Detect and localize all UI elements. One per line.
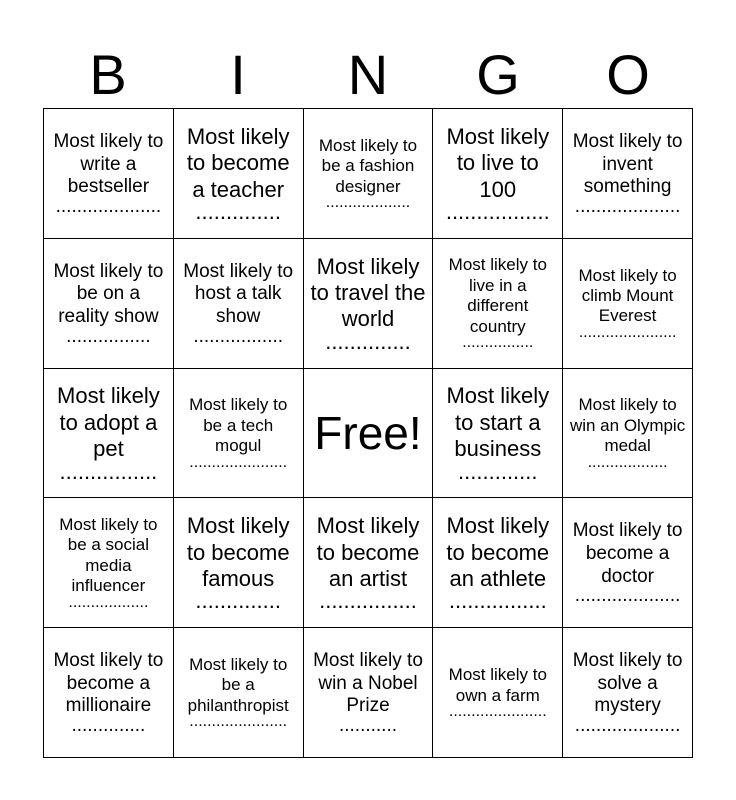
bingo-cell[interactable] [44, 239, 174, 369]
bingo-cell[interactable] [433, 498, 563, 628]
bingo-cell[interactable] [563, 628, 693, 758]
cell-dots: .................... [55, 196, 162, 218]
cell-text: Most likely to be a philanthropist [187, 655, 289, 715]
cell-dots: .................... [574, 715, 681, 737]
free-space-label: Free! [314, 406, 422, 459]
cell-text: Most likely to be on a reality show [53, 260, 164, 328]
bingo-cell[interactable] [174, 369, 304, 499]
cell-dots: .................... [574, 196, 681, 218]
cell-dots: ...................... [189, 453, 288, 471]
bingo-cell[interactable] [433, 239, 563, 369]
bingo-cell[interactable] [174, 498, 304, 628]
bingo-cell[interactable] [44, 498, 174, 628]
header-letter-n: N [347, 43, 389, 106]
bingo-cell[interactable] [304, 109, 434, 239]
cell-dots: ...................... [578, 323, 677, 341]
bingo-cell[interactable] [174, 628, 304, 758]
bingo-cell[interactable] [433, 369, 563, 499]
bingo-cell[interactable] [563, 109, 693, 239]
bingo-cell[interactable] [44, 109, 174, 239]
cell-dots: .................... [574, 585, 681, 607]
cell-text: Most likely to become a teacher [186, 123, 290, 202]
free-space-cell[interactable] [304, 369, 434, 499]
bingo-cell[interactable] [304, 498, 434, 628]
cell-dots: .............. [71, 715, 146, 737]
cell-dots: ................... [325, 193, 411, 211]
cell-text: Most likely to become an artist [316, 513, 420, 591]
cell-dots: ................ [448, 588, 547, 614]
cell-dots: ...................... [448, 702, 547, 720]
bingo-cell[interactable] [174, 109, 304, 239]
cell-text: Most likely to host a talk show [183, 260, 294, 328]
bingo-cell[interactable] [433, 109, 563, 239]
cell-text: Most likely to become an athlete [446, 513, 550, 591]
cell-text: Most likely to invent something [572, 130, 683, 198]
cell-dots: .............. [325, 328, 411, 354]
header-letter-g: G [476, 43, 520, 106]
cell-dots: ................ [66, 325, 151, 347]
header-letter-i: I [230, 43, 246, 106]
cell-text: Most likely to live to 100 [446, 123, 550, 202]
cell-text: Most likely to start a business [446, 383, 550, 462]
cell-text: Most likely to write a bestseller [53, 130, 164, 198]
cell-text: Most likely to win a Nobel Prize [313, 649, 423, 717]
bingo-cell[interactable] [433, 628, 563, 758]
cell-text: Most likely to win an Olympic medal [569, 395, 686, 456]
cell-dots: ................. [193, 325, 284, 347]
cell-dots: .................. [68, 593, 149, 611]
cell-dots: ................ [319, 588, 417, 614]
bingo-cell[interactable] [304, 628, 434, 758]
bingo-cell[interactable] [44, 369, 174, 499]
cell-text: Most likely to adopt a pet [57, 383, 160, 462]
bingo-cell[interactable] [563, 498, 693, 628]
header-letter-o: O [606, 43, 650, 106]
cell-text: Most likely to become a doctor [572, 520, 683, 587]
cell-text: Most likely to live in a different country [448, 255, 547, 336]
cell-dots: ........... [338, 715, 398, 737]
cell-text: Most likely to be a social media influencer [59, 515, 158, 596]
cell-text: Most likely to travel the world [310, 253, 426, 332]
header-letter-b: B [89, 43, 127, 106]
cell-dots: .................. [587, 453, 668, 471]
cell-dots: ................. [445, 198, 550, 224]
cell-text: Most likely to become famous [186, 513, 290, 591]
cell-dots: ............. [458, 458, 538, 484]
cell-dots: ................ [462, 333, 534, 351]
cell-text: Most likely to solve a mystery [572, 649, 683, 717]
bingo-header [43, 42, 693, 108]
bingo-card [43, 108, 693, 758]
cell-text: Most likely to be a tech mogul [189, 395, 288, 456]
cell-text: Most likely to climb Mount Everest [578, 265, 677, 326]
cell-text: Most likely to be a fashion designer [318, 135, 418, 196]
cell-text: Most likely to own a farm [448, 665, 547, 705]
bingo-cell[interactable] [44, 628, 174, 758]
cell-dots: ................ [59, 458, 158, 484]
cell-dots: ...................... [189, 713, 288, 731]
bingo-cell[interactable] [563, 369, 693, 499]
cell-text: Most likely to become a millionaire [53, 649, 164, 717]
cell-dots: .............. [195, 198, 281, 224]
bingo-cell[interactable] [563, 239, 693, 369]
bingo-cell[interactable] [304, 239, 434, 369]
bingo-cell[interactable] [174, 239, 304, 369]
cell-dots: .............. [195, 588, 281, 614]
